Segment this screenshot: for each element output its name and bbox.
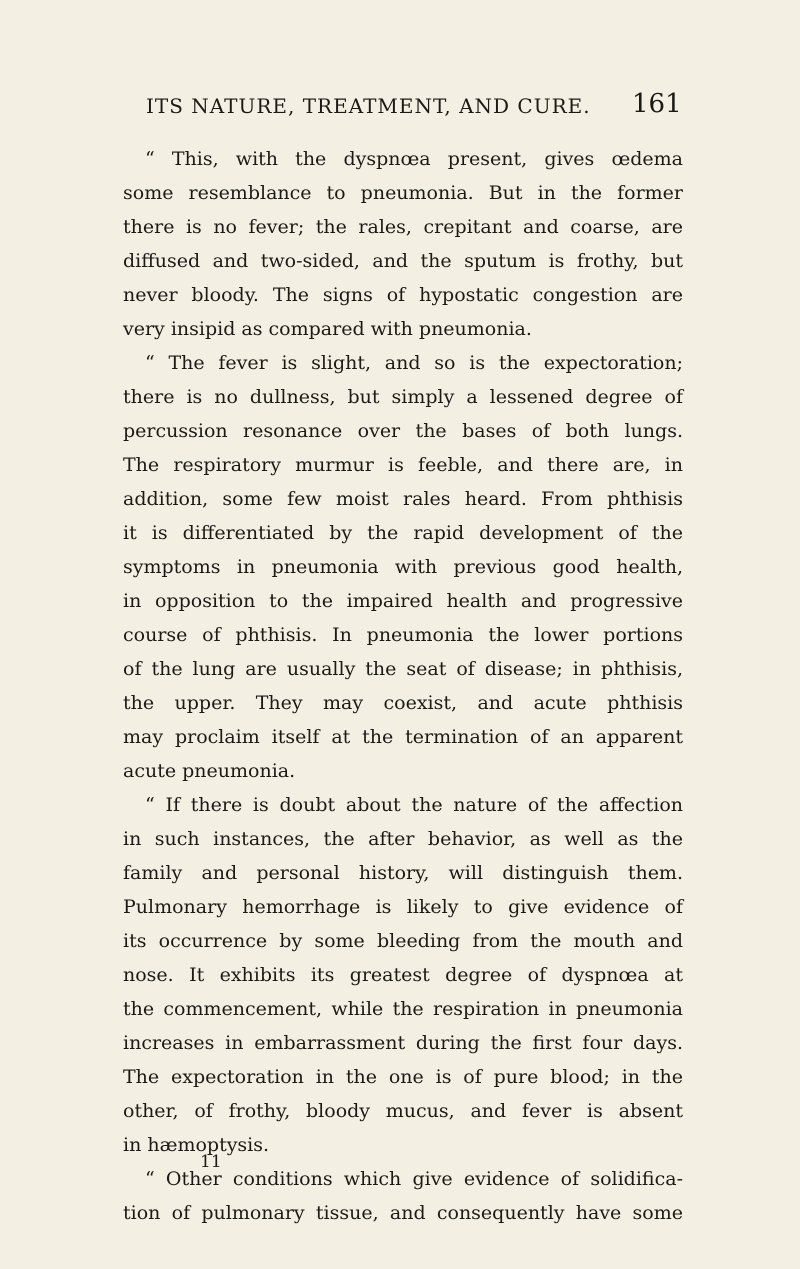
text-line: “ If there is doubt about the nature of the affection [145,794,683,816]
text-line: course of phthisis. In pneumonia the lower portions [123,624,683,646]
text-line: nose. It exhibits its greatest degree of dyspnœa at [123,964,683,986]
page-number: 161 [632,89,682,119]
text-line: in such instances, the after behavior, as well as the [123,828,683,850]
text-line: in opposition to the impaired health and progressive [123,590,683,612]
text-line: may proclaim itself at the termination of an apparent [123,726,683,748]
text-line: symptoms in pneumonia with previous good health, [123,556,683,578]
text-line: diffused and two-sided, and the sputum is frothy, but [123,250,683,272]
text-line: there is no fever; the rales, crepitant and coarse, are [123,216,683,238]
text-line: The expectoration in the one is of pure blood; in the [123,1066,683,1088]
text-line: acute pneumonia. [123,760,296,782]
signature-mark: 11 [200,1152,222,1172]
text-line: very insipid as compared with pneumonia. [123,318,532,340]
text-line: some resemblance to pneumonia. But in the former [123,182,683,204]
text-line: percussion resonance over the bases of both lungs. [123,420,683,442]
text-line: the commencement, while the respiration in pneumonia [123,998,683,1020]
text-line: “ The fever is slight, and so is the expectoration; [145,352,683,374]
text-line: its occurrence by some bleeding from the mouth and [123,930,683,952]
text-line: other, of frothy, bloody mucus, and fever is absent [123,1100,683,1122]
text-line: it is differentiated by the rapid development of the [123,522,683,544]
running-head-title: ITS NATURE, TREATMENT, AND CURE. [146,94,591,118]
text-line: in hæmoptysis. [123,1134,270,1156]
text-line: never bloody. The signs of hypostatic congestion are [123,284,683,306]
text-line: “ This, with the dyspnœa present, gives œdema [145,148,683,170]
text-line: Pulmonary hemorrhage is likely to give evidence of [123,896,683,918]
text-line: of the lung are usually the seat of disease; in phthisis, [123,658,683,680]
text-line: “ Other conditions which give evidence of solidifica- [145,1168,683,1190]
text-line: tion of pulmonary tissue, and consequently have some [123,1202,683,1224]
text-line: increases in embarrassment during the first four days. [123,1032,683,1054]
text-line: there is no dullness, but simply a lessened degree of [123,386,683,408]
text-line: The respiratory murmur is feeble, and there are, in [123,454,683,476]
body-text [123,142,683,1230]
text-line: family and personal history, will distinguish them. [123,862,683,884]
text-line: addition, some few moist rales heard. From phthisis [123,488,683,510]
text-line: the upper. They may coexist, and acute phthisis [123,692,683,714]
